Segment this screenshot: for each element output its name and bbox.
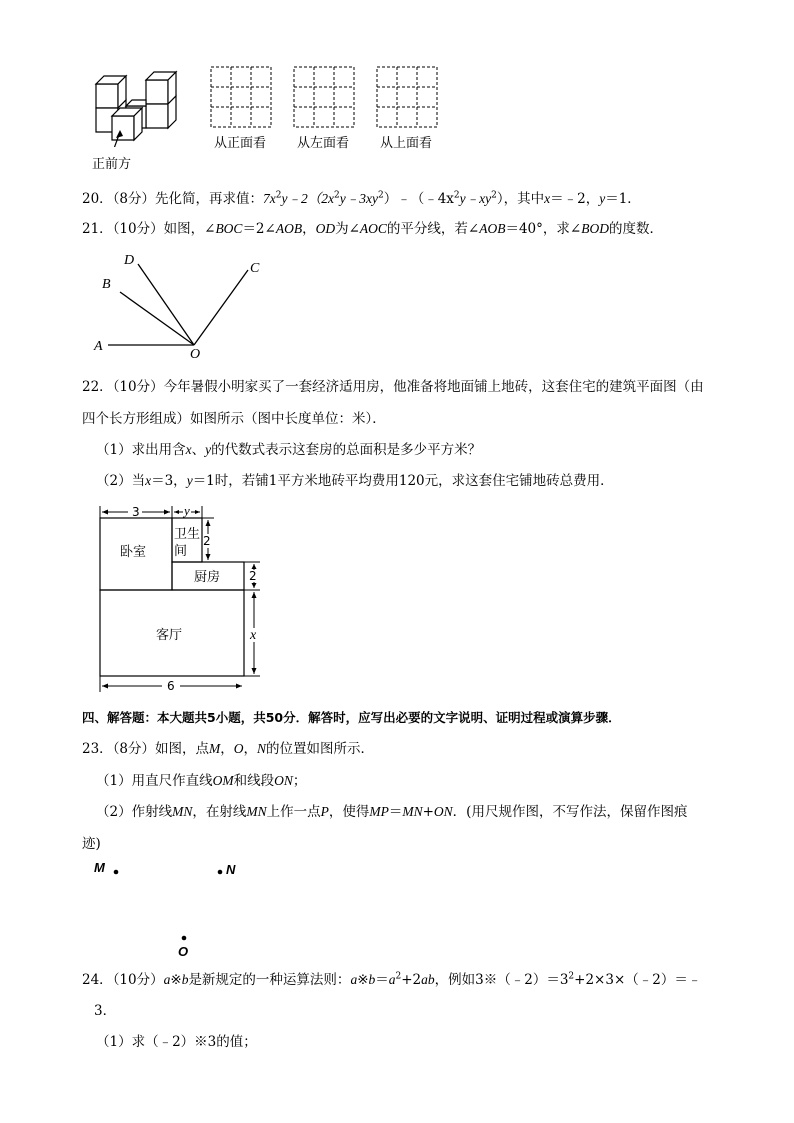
q23-p2-p: P xyxy=(320,804,329,819)
q20-expr-b: y﹣2（2x xyxy=(281,191,334,206)
dim-6-label: 6 xyxy=(167,679,175,693)
q20-exp: 2 xyxy=(453,190,460,201)
q20-number: 20． xyxy=(82,191,113,207)
q24-number: 24． xyxy=(82,972,113,988)
q23-o: O xyxy=(233,741,244,756)
q22-p1-text: （1）求出用含 xyxy=(96,442,186,458)
question-21 xyxy=(82,220,663,238)
q24-b: b xyxy=(368,972,376,987)
bathroom-label-2: 间 xyxy=(174,544,188,559)
question-24 xyxy=(82,971,701,989)
q23-number: 23． xyxy=(82,741,113,757)
view-grid-left xyxy=(293,66,357,130)
q23-p2-text: （2）作射线 xyxy=(96,804,173,820)
q22-score: （10分） xyxy=(112,379,164,395)
point-n-label: N xyxy=(226,862,236,877)
q21-number: 21． xyxy=(82,221,113,237)
q23-p1-text: 和线段 xyxy=(233,773,275,789)
question-22-part1 xyxy=(96,441,481,459)
q20-eq2: ＝1． xyxy=(605,191,641,207)
q23-text: 的位置如图所示． xyxy=(266,741,375,757)
q23-score: （8分） xyxy=(112,741,156,757)
question-23 xyxy=(82,740,374,758)
q22-p1-y: y xyxy=(205,442,212,457)
point-n xyxy=(218,870,223,875)
ray-ob xyxy=(120,292,194,345)
q20-expr-d: ）﹣（﹣4x xyxy=(383,191,454,207)
kitchen-label: 厨房 xyxy=(194,570,221,585)
angle-diagram xyxy=(90,250,280,362)
q24-a: a xyxy=(163,972,171,987)
dim-2b-label: 2 xyxy=(249,569,257,583)
q21-text: ＝2∠ xyxy=(242,221,276,237)
q24-exp: 2 xyxy=(568,971,575,982)
q21-boc: BOC xyxy=(215,221,243,236)
question-23-part1 xyxy=(96,772,306,790)
q20-x: x xyxy=(544,191,551,206)
q20-y: y xyxy=(599,191,606,206)
q24-exp: 2 xyxy=(395,971,402,982)
ray-oc xyxy=(194,270,248,345)
q21-text: 的度数． xyxy=(608,221,663,237)
q20-exp: 2 xyxy=(275,190,282,201)
q21-text: 为∠ xyxy=(335,221,360,237)
floor-plan xyxy=(90,500,270,696)
question-24-part1: （1）求（﹣2）※3的值； xyxy=(96,1034,257,1050)
q24-text: +2×3×（﹣2）＝﹣ xyxy=(574,972,702,988)
q23-p1-om: OM xyxy=(212,773,234,788)
cube-figure xyxy=(90,62,200,147)
point-c-label: C xyxy=(250,261,260,276)
q24-text: ＝ xyxy=(375,972,389,988)
q24-a: a xyxy=(388,972,396,987)
q23-p2-text: + xyxy=(422,804,434,820)
question-22-part2 xyxy=(96,472,614,490)
dim-3-label: 3 xyxy=(132,505,140,519)
view-label-front: 从正面看 xyxy=(214,136,267,151)
view-grid-front xyxy=(210,66,274,130)
point-d-label: D xyxy=(124,253,135,268)
q21-od: OD xyxy=(315,221,336,236)
q21-aob: AOB xyxy=(479,221,506,236)
q20-text: 先化简，再求值： xyxy=(155,191,264,207)
q23-p2-text: ，使得 xyxy=(328,804,370,820)
q20-exp: 2 xyxy=(334,190,340,201)
q23-p2-mn: MN xyxy=(172,804,193,819)
q20-expr-f: ），其中 xyxy=(496,191,545,207)
q23-m: M xyxy=(209,741,221,756)
q22-text: 今年暑假小明家买了一套经济适用房，他准备将地面铺上地砖，这套住宅的建筑平面图（由 xyxy=(163,379,704,395)
q20-exp: 2 xyxy=(491,190,497,201)
bedroom-label: 卧室 xyxy=(120,545,147,560)
dim-2a-label: 2 xyxy=(203,534,211,548)
section-4-heading: 四、解答题：本大题共5小题，共50分．解答时，应写出必要的文字说明、证明过程或演算步骤． xyxy=(82,710,621,725)
q21-text: 的平分线，若∠ xyxy=(386,221,480,237)
q23-p1-text: ； xyxy=(292,773,307,789)
q23-p2-text: ，在射线 xyxy=(192,804,247,820)
q20-expr-c: y﹣3xy xyxy=(339,191,378,206)
q24-text: ，例如3※（﹣2）＝3 xyxy=(434,972,569,988)
q23-p2-mn: MN xyxy=(246,804,267,819)
view-label-left: 从左面看 xyxy=(297,136,350,151)
q24-b: b xyxy=(181,972,189,987)
q20-expr-e: y﹣xy xyxy=(459,191,492,206)
q21-text: ， xyxy=(302,221,316,237)
q24-score: （10分） xyxy=(112,972,164,988)
point-o xyxy=(182,936,187,941)
q21-bod: BOD xyxy=(581,221,609,236)
q21-score: （10分） xyxy=(112,221,164,237)
q21-aoc: AOC xyxy=(359,221,387,236)
q24-text: +2 xyxy=(401,972,422,988)
q22-number: 22． xyxy=(82,379,113,395)
q22-p2-text: ＝3， xyxy=(151,473,187,489)
q24-text: 是新规定的一种运算法则： xyxy=(188,972,351,988)
point-b-label: B xyxy=(102,277,111,292)
question-23-part2 xyxy=(96,803,687,821)
q20-eq1: ＝﹣2， xyxy=(550,191,600,207)
q21-aob: AOB xyxy=(275,221,303,236)
front-direction-label: 正前方 xyxy=(92,157,132,172)
q23-n: N xyxy=(257,741,267,756)
q23-text: 如图，点 xyxy=(155,741,210,757)
q21-text: 如图，∠ xyxy=(163,221,216,237)
q23-p2-text: 上作一点 xyxy=(266,804,321,820)
points-diagram xyxy=(90,858,250,962)
q23-p1-text: （1）用直尺作直线 xyxy=(96,773,213,789)
question-20 xyxy=(82,190,641,208)
q22-p2-y: y xyxy=(186,473,193,488)
q22-p1-text: 的代数式表示这套房的总面积是多少平方米？ xyxy=(211,442,482,458)
q23-p2-mn: MN xyxy=(402,804,423,819)
q23-p1-on: ON xyxy=(274,773,293,788)
q24-op: ※ xyxy=(170,972,182,988)
q22-p2-x: x xyxy=(145,473,152,488)
q23-text: ， xyxy=(220,741,234,757)
question-22-line2: 四个长方形组成）如图所示（图中长度单位：米）． xyxy=(82,411,386,427)
question-23-part2-cont: 迹) xyxy=(82,836,101,852)
q23-p2-mp: MP xyxy=(369,804,389,819)
living-room-label: 客厅 xyxy=(156,628,183,643)
dim-x-label: x xyxy=(250,628,257,643)
q23-p2-text: ＝ xyxy=(388,804,403,820)
q24-ab: ab xyxy=(421,972,435,987)
q24-op: ※ xyxy=(357,972,369,988)
q22-p1-text: 、 xyxy=(191,442,206,458)
dim-y-label: y xyxy=(184,503,190,518)
q21-text: ＝40°，求∠ xyxy=(505,221,582,237)
question-24-cont: 3． xyxy=(94,1003,117,1019)
q22-p1-x: x xyxy=(185,442,192,457)
view-label-top: 从上面看 xyxy=(380,136,433,151)
question-22-line1 xyxy=(82,378,704,396)
q23-p2-on: ON xyxy=(433,804,453,819)
point-m-label: M xyxy=(94,860,105,875)
point-o-label: O xyxy=(190,347,201,362)
q20-expr-a: 7x xyxy=(263,191,276,206)
q22-p2-text: ＝1时，若铺1平方米地砖平均费用120元，求这套住宅铺地砖总费用． xyxy=(192,473,614,489)
q22-p2-text: （2）当 xyxy=(96,473,146,489)
q20-score: （8分） xyxy=(112,191,156,207)
q24-a: a xyxy=(350,972,358,987)
view-grid-top xyxy=(376,66,440,130)
ray-od xyxy=(138,264,194,345)
point-m xyxy=(114,870,119,875)
point-o-label: O xyxy=(178,944,189,959)
q23-text: ， xyxy=(243,741,258,757)
q23-p2-text: ．(用尺规作图，不写作法，保留作图痕 xyxy=(452,804,688,820)
bathroom-label-1: 卫生 xyxy=(174,527,201,542)
q20-exp: 2 xyxy=(377,190,384,201)
point-a-label: A xyxy=(94,339,103,354)
